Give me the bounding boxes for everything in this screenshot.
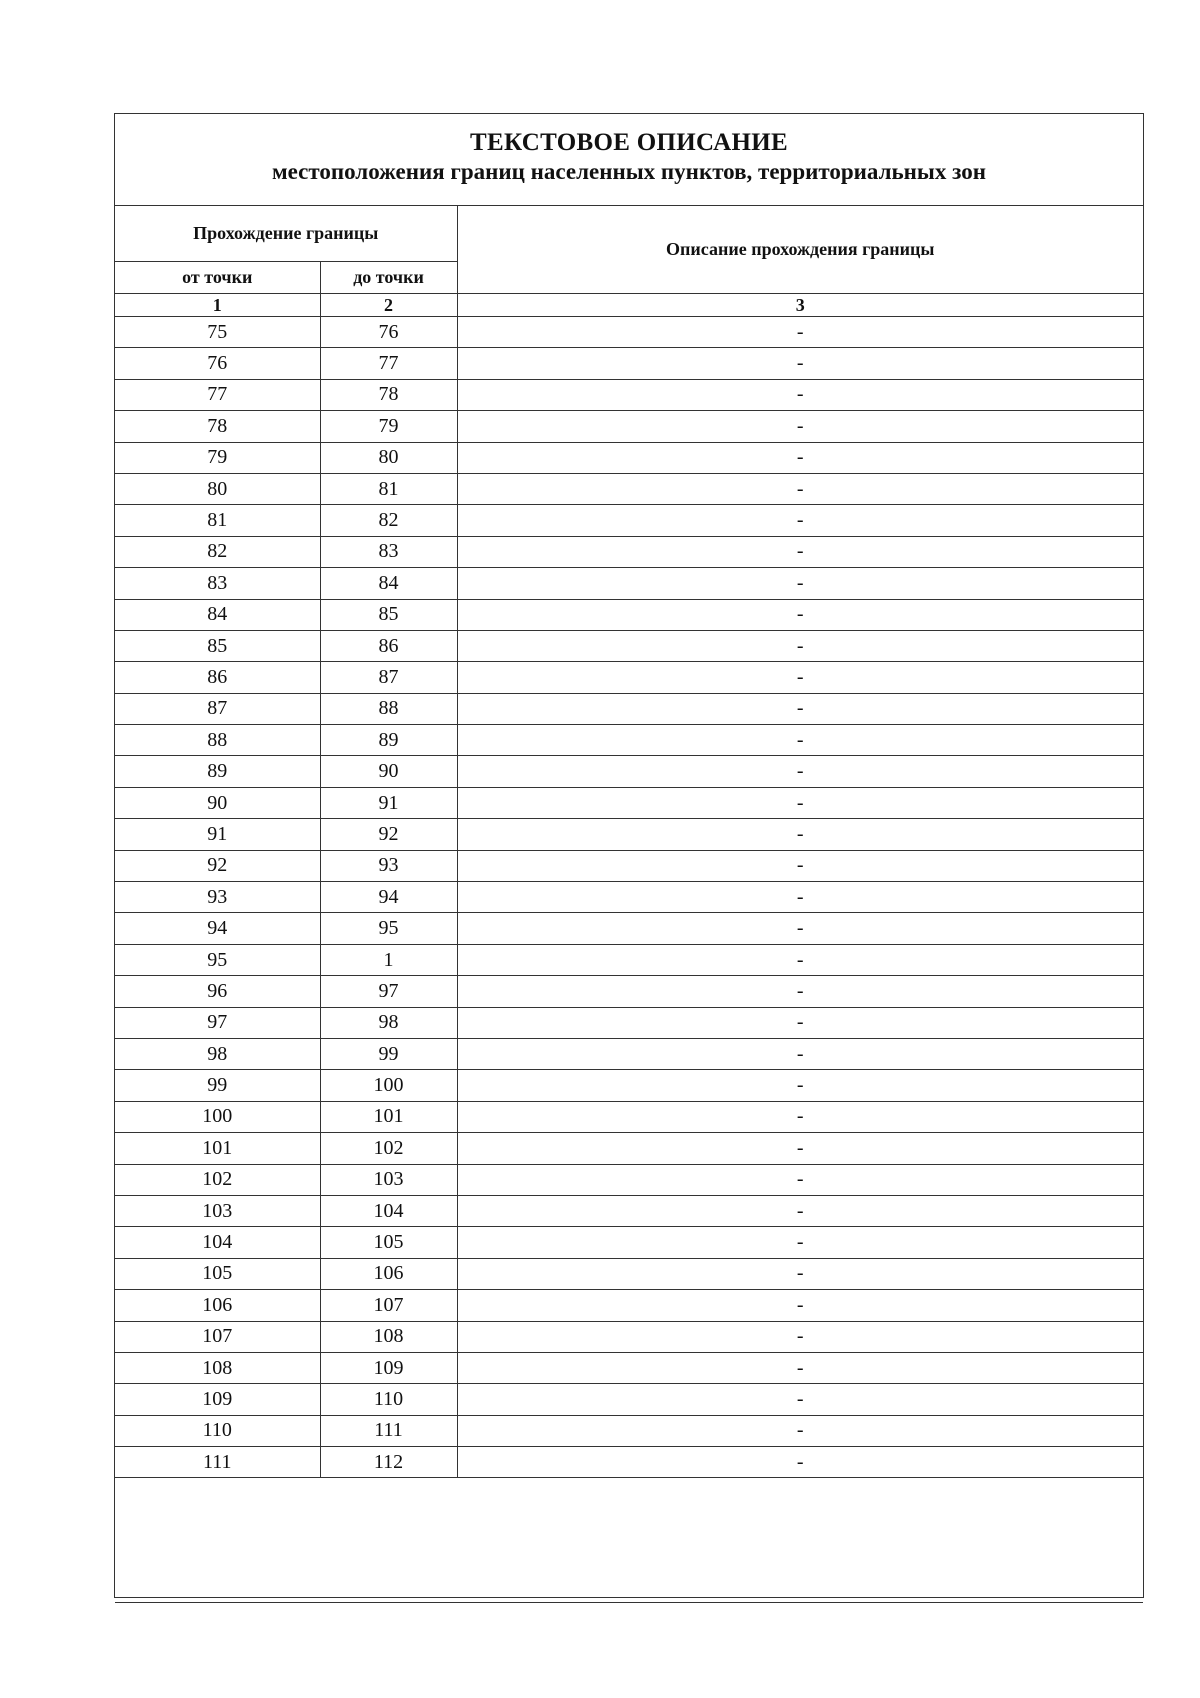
cell-from-point: 101: [115, 1133, 320, 1164]
table-row: [115, 317, 1143, 348]
table-row: [115, 1195, 1143, 1226]
cell-from-point: 102: [115, 1164, 320, 1195]
cell-to-point: 104: [320, 1195, 457, 1226]
cell-description: -: [457, 1007, 1143, 1038]
cell-to-point: 89: [320, 725, 457, 756]
cell-description: -: [457, 568, 1143, 599]
cell-description: -: [457, 756, 1143, 787]
cell-description: -: [457, 599, 1143, 630]
cell-to-point: 1: [320, 944, 457, 975]
cell-from-point: 100: [115, 1101, 320, 1132]
cell-description: -: [457, 317, 1143, 348]
table-row: [115, 1447, 1143, 1478]
table-row: [115, 819, 1143, 850]
cell-description: -: [457, 850, 1143, 881]
table-row: [115, 1415, 1143, 1446]
cell-from-point: 90: [115, 787, 320, 818]
table-row: [115, 630, 1143, 661]
table-row: [115, 599, 1143, 630]
cell-to-point: 88: [320, 693, 457, 724]
cell-description: -: [457, 348, 1143, 379]
cell-description: -: [457, 379, 1143, 410]
cell-from-point: 99: [115, 1070, 320, 1101]
cell-from-point: 84: [115, 599, 320, 630]
cell-description: -: [457, 1227, 1143, 1258]
cell-to-point: 105: [320, 1227, 457, 1258]
table-row: [115, 1038, 1143, 1069]
cell-from-point: 94: [115, 913, 320, 944]
cell-to-point: 109: [320, 1352, 457, 1383]
cell-to-point: 112: [320, 1447, 457, 1478]
cell-to-point: 111: [320, 1415, 457, 1446]
cell-to-point: 79: [320, 411, 457, 442]
cell-description: -: [457, 1352, 1143, 1383]
cell-description: -: [457, 1321, 1143, 1352]
table-row: [115, 1384, 1143, 1415]
header-to-point: до точки: [320, 262, 457, 294]
title-block: [115, 114, 1143, 206]
cell-description: -: [457, 473, 1143, 504]
table-row: [115, 536, 1143, 567]
cell-description: -: [457, 1101, 1143, 1132]
cell-to-point: 108: [320, 1321, 457, 1352]
header-description: Описание прохождения границы: [457, 206, 1143, 294]
table-row: [115, 662, 1143, 693]
cell-description: -: [457, 882, 1143, 913]
cell-from-point: 106: [115, 1290, 320, 1321]
table-row: [115, 1227, 1143, 1258]
cell-from-point: 78: [115, 411, 320, 442]
table-row: [115, 1290, 1143, 1321]
cell-from-point: 103: [115, 1195, 320, 1226]
cell-description: -: [457, 1384, 1143, 1415]
cell-to-point: 93: [320, 850, 457, 881]
cell-description: -: [457, 913, 1143, 944]
cell-description: -: [457, 819, 1143, 850]
cell-from-point: 81: [115, 505, 320, 536]
cell-from-point: 104: [115, 1227, 320, 1258]
table-row: [115, 411, 1143, 442]
cell-from-point: 88: [115, 725, 320, 756]
cell-from-point: 110: [115, 1415, 320, 1446]
cell-to-point: 95: [320, 913, 457, 944]
cell-description: -: [457, 630, 1143, 661]
table-row: [115, 442, 1143, 473]
header-boundary-group: Прохождение границы: [115, 206, 457, 262]
cell-to-point: 110: [320, 1384, 457, 1415]
table-row: [115, 913, 1143, 944]
column-number: 3: [457, 294, 1143, 317]
cell-from-point: 107: [115, 1321, 320, 1352]
cell-to-point: 83: [320, 536, 457, 567]
cell-description: -: [457, 944, 1143, 975]
cell-description: -: [457, 1133, 1143, 1164]
cell-to-point: 97: [320, 976, 457, 1007]
cell-from-point: 77: [115, 379, 320, 410]
cell-to-point: 87: [320, 662, 457, 693]
cell-to-point: 101: [320, 1101, 457, 1132]
cell-from-point: 76: [115, 348, 320, 379]
document-frame: [114, 113, 1144, 1598]
column-number: 2: [320, 294, 457, 317]
table-row: [115, 1164, 1143, 1195]
table-body: [115, 317, 1143, 1478]
table-row: [115, 756, 1143, 787]
cell-from-point: 82: [115, 536, 320, 567]
table-row: [115, 1133, 1143, 1164]
table-row: [115, 725, 1143, 756]
cell-to-point: 84: [320, 568, 457, 599]
cell-from-point: 111: [115, 1447, 320, 1478]
cell-to-point: 77: [320, 348, 457, 379]
cell-description: -: [457, 725, 1143, 756]
cell-description: -: [457, 1447, 1143, 1478]
cell-to-point: 80: [320, 442, 457, 473]
cell-from-point: 87: [115, 693, 320, 724]
table-row: [115, 1352, 1143, 1383]
cell-from-point: 89: [115, 756, 320, 787]
cell-description: -: [457, 1258, 1143, 1289]
cell-to-point: 90: [320, 756, 457, 787]
cell-to-point: 85: [320, 599, 457, 630]
cell-description: -: [457, 536, 1143, 567]
cell-description: -: [457, 1195, 1143, 1226]
boundary-table: [115, 206, 1143, 1478]
cell-to-point: 99: [320, 1038, 457, 1069]
cell-to-point: 98: [320, 1007, 457, 1038]
table-row: [115, 976, 1143, 1007]
cell-to-point: 102: [320, 1133, 457, 1164]
table-row: [115, 1101, 1143, 1132]
cell-description: -: [457, 1038, 1143, 1069]
cell-description: -: [457, 411, 1143, 442]
cell-from-point: 96: [115, 976, 320, 1007]
cell-to-point: 86: [320, 630, 457, 661]
cell-from-point: 83: [115, 568, 320, 599]
cell-description: -: [457, 1290, 1143, 1321]
cell-from-point: 92: [115, 850, 320, 881]
cell-to-point: 78: [320, 379, 457, 410]
cell-description: -: [457, 787, 1143, 818]
table-row: [115, 944, 1143, 975]
cell-to-point: 100: [320, 1070, 457, 1101]
document-title: ТЕКСТОВОЕ ОПИСАНИЕ: [470, 129, 788, 156]
header-from-point: от точки: [115, 262, 320, 294]
table-row: [115, 379, 1143, 410]
cell-from-point: 80: [115, 473, 320, 504]
cell-description: -: [457, 1070, 1143, 1101]
table-row: [115, 473, 1143, 504]
cell-description: -: [457, 442, 1143, 473]
cell-to-point: 107: [320, 1290, 457, 1321]
cell-from-point: 98: [115, 1038, 320, 1069]
table-row: [115, 1321, 1143, 1352]
table-row: [115, 1070, 1143, 1101]
table-row: [115, 568, 1143, 599]
cell-description: -: [457, 1415, 1143, 1446]
table-row: [115, 850, 1143, 881]
cell-from-point: 79: [115, 442, 320, 473]
cell-to-point: 103: [320, 1164, 457, 1195]
cell-to-point: 82: [320, 505, 457, 536]
cell-from-point: 108: [115, 1352, 320, 1383]
table-row: [115, 348, 1143, 379]
cell-from-point: 95: [115, 944, 320, 975]
table-row: [115, 882, 1143, 913]
cell-from-point: 75: [115, 317, 320, 348]
cell-from-point: 85: [115, 630, 320, 661]
cell-from-point: 105: [115, 1258, 320, 1289]
bottom-rule: [115, 1602, 1143, 1603]
cell-from-point: 91: [115, 819, 320, 850]
cell-from-point: 97: [115, 1007, 320, 1038]
cell-to-point: 94: [320, 882, 457, 913]
table-row: [115, 693, 1143, 724]
cell-description: -: [457, 505, 1143, 536]
cell-description: -: [457, 976, 1143, 1007]
cell-to-point: 81: [320, 473, 457, 504]
cell-from-point: 93: [115, 882, 320, 913]
cell-to-point: 106: [320, 1258, 457, 1289]
cell-from-point: 109: [115, 1384, 320, 1415]
document-subtitle: местоположения границ населенных пунктов, территориальных зон: [272, 159, 986, 184]
table-row: [115, 1007, 1143, 1038]
table-row: [115, 787, 1143, 818]
table-row: [115, 1258, 1143, 1289]
cell-description: -: [457, 693, 1143, 724]
cell-to-point: 92: [320, 819, 457, 850]
cell-to-point: 76: [320, 317, 457, 348]
table-row: [115, 505, 1143, 536]
cell-from-point: 86: [115, 662, 320, 693]
cell-description: -: [457, 1164, 1143, 1195]
cell-to-point: 91: [320, 787, 457, 818]
column-number: 1: [115, 294, 320, 317]
cell-description: -: [457, 662, 1143, 693]
